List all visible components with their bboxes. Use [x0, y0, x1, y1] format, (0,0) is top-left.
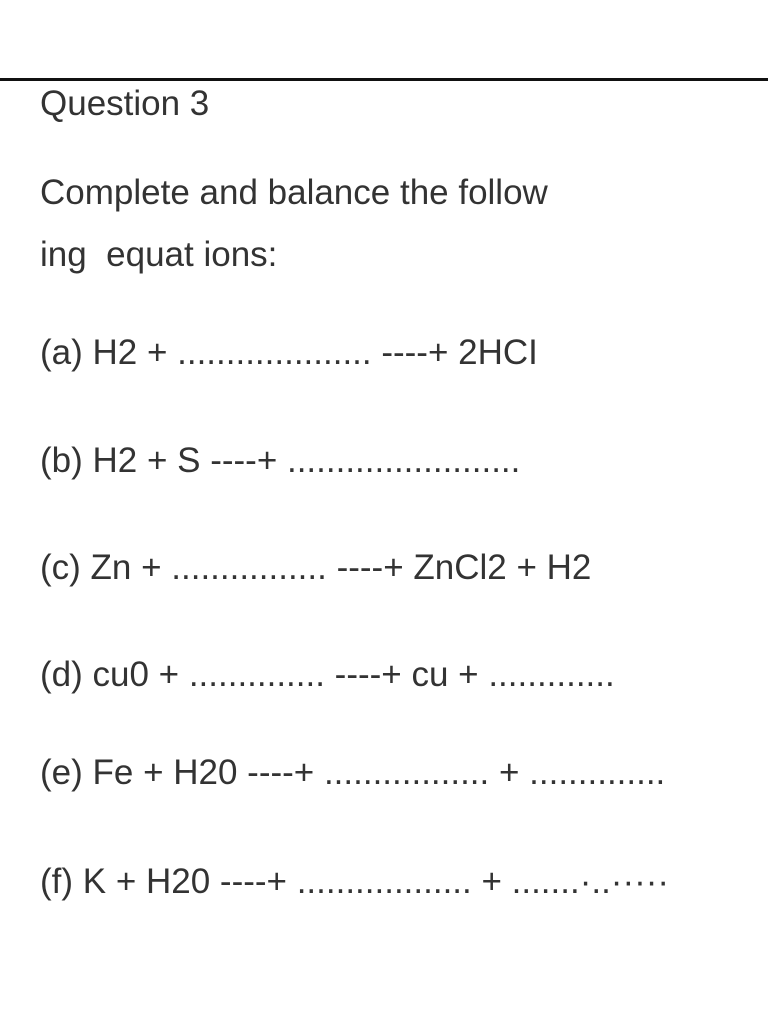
equation-d: (d) cu0 + .............. ----+ cu + ............. — [40, 655, 615, 694]
question-title: Question 3 — [40, 84, 210, 123]
equation-c: (c) Zn + ................ ----+ ZnCl2 + H2 — [40, 548, 592, 587]
equation-a: (a) H2 + .................... ----+ 2HCI — [40, 333, 538, 372]
instruction-line-2: ing equat ions: — [40, 235, 278, 274]
equation-e: (e) Fe + H20 ----+ ................. + .............. — [40, 753, 666, 792]
instruction-line-1: Complete and balance the follow — [40, 173, 548, 212]
top-divider — [0, 78, 768, 81]
equation-f: (f) K + H20 ----+ .................. + .......·..····· — [40, 862, 670, 901]
equation-b: (b) H2 + S ----+ ........................ — [40, 441, 521, 480]
